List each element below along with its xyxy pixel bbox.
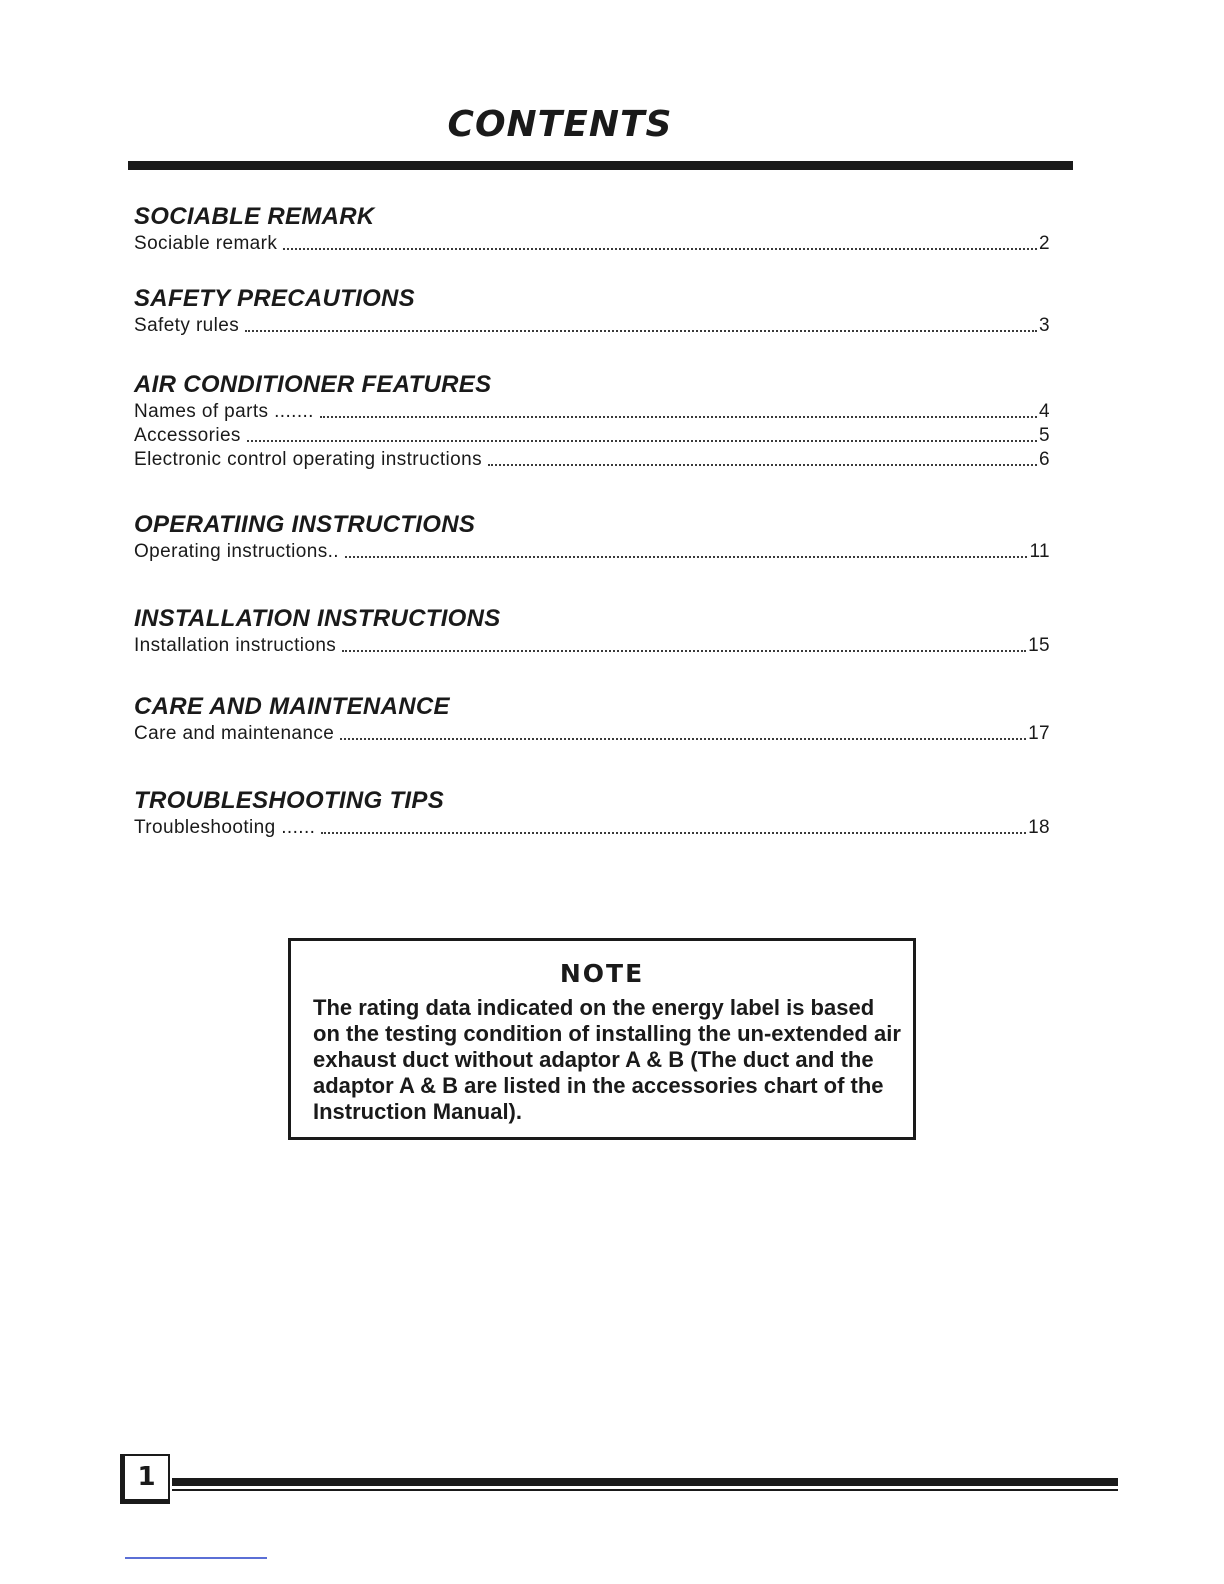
entry-page: 15 — [1028, 635, 1050, 656]
entry-label: Care and maintenance — [134, 723, 335, 744]
note-title: NOTE — [559, 959, 645, 988]
toc-section-installation-instructions — [134, 604, 1050, 658]
toc-entry[interactable] — [134, 232, 1050, 256]
toc-entry[interactable] — [134, 400, 1050, 424]
page-number: 1 — [137, 1462, 156, 1492]
dot-leader — [488, 464, 1037, 466]
entry-page: 3 — [1039, 315, 1050, 336]
title-divider — [128, 161, 1073, 170]
page-title: CONTENTS — [447, 104, 673, 145]
entry-label: Names of parts ....... — [134, 401, 314, 422]
toc-section-operating-instructions — [134, 510, 1050, 564]
entry-page: 2 — [1039, 233, 1050, 254]
toc-entry[interactable] — [134, 424, 1050, 448]
entry-page: 4 — [1039, 401, 1050, 422]
link-underline — [125, 1557, 267, 1559]
dot-leader — [283, 248, 1037, 250]
dot-leader — [320, 416, 1037, 418]
toc-section-care-and-maintenance — [134, 692, 1050, 746]
entry-page: 5 — [1039, 425, 1050, 446]
entry-page: 18 — [1028, 817, 1050, 838]
note-box — [288, 938, 916, 1140]
section-heading: OPERATIING INSTRUCTIONS — [134, 511, 476, 538]
section-heading: SOCIABLE REMARK — [134, 203, 375, 230]
toc-entry[interactable] — [134, 448, 1050, 472]
dot-leader — [321, 832, 1026, 834]
dot-leader — [342, 650, 1026, 652]
toc-entry[interactable] — [134, 314, 1050, 338]
entry-page: 11 — [1029, 541, 1050, 562]
toc-entry[interactable] — [134, 722, 1050, 746]
section-heading: TROUBLESHOOTING TIPS — [134, 787, 445, 814]
section-heading: SAFETY PRECAUTIONS — [134, 285, 415, 312]
toc-entry[interactable] — [134, 540, 1050, 564]
page-number-box — [120, 1454, 170, 1504]
section-heading: AIR CONDITIONER FEATURES — [134, 371, 492, 398]
dot-leader — [345, 556, 1027, 558]
toc-entry[interactable] — [134, 634, 1050, 658]
entry-label: Installation instructions — [134, 635, 337, 656]
entry-page: 17 — [1028, 723, 1050, 744]
entry-label: Electronic control operating instructions — [134, 449, 483, 470]
footer-divider — [172, 1478, 1118, 1486]
toc-entry[interactable] — [134, 816, 1050, 840]
entry-label: Troubleshooting ...... — [134, 817, 316, 838]
toc-section-sociable-remark — [134, 202, 1050, 256]
entry-label: Accessories — [134, 425, 241, 446]
section-heading: INSTALLATION INSTRUCTIONS — [134, 605, 501, 632]
dot-leader — [245, 330, 1037, 332]
section-heading: CARE AND MAINTENANCE — [134, 693, 450, 720]
entry-label: Operating instructions.. — [134, 541, 339, 562]
dot-leader — [340, 738, 1026, 740]
note-text: The rating data indicated on the energy label is based on the testing condition of installing the un-extended air exhaust duct without adaptor A & B (The duct and the adaptor A & B are listed in the accessories chart of the Instruction Manual). — [313, 995, 901, 1124]
entry-label: Sociable remark — [134, 233, 278, 254]
toc-section-air-conditioner-features — [134, 370, 1050, 472]
dot-leader — [247, 440, 1037, 442]
entry-page: 6 — [1039, 449, 1050, 470]
toc-section-troubleshooting-tips — [134, 786, 1050, 840]
footer-divider-thin — [172, 1489, 1118, 1491]
toc-section-safety-precautions — [134, 284, 1050, 338]
entry-label: Safety rules — [134, 315, 240, 336]
